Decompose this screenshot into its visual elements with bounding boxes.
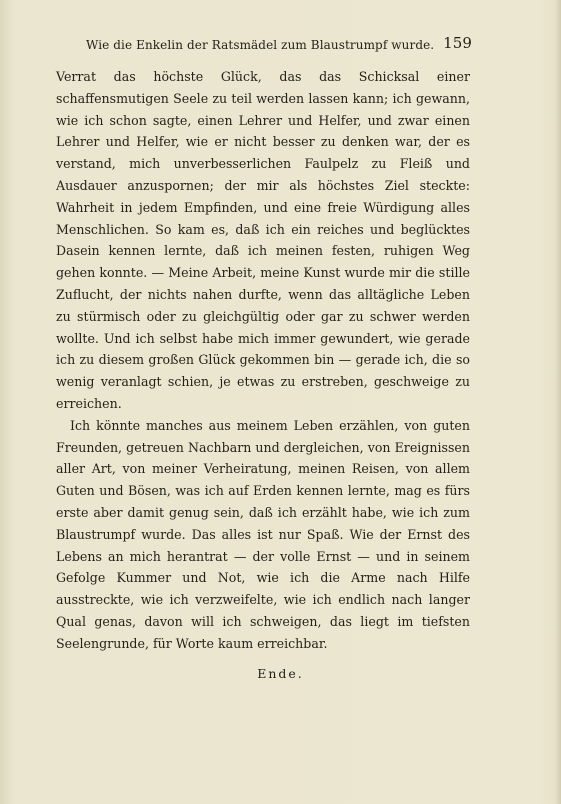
paragraph-2: Ich könnte manches aus meinem Leben erzählen, von guten Freunden, getreuen Nachbarn und dergleichen, von Ereignissen aller Art, von meiner Verheiratung, meinen Reisen, von allem Guten und Bösen, was ich auf Erden kennen lernte, mag es fürs erste aber damit genug sein, daß ich erzählt habe, wie ich zum Blaustrumpf wurde. Das alles ist nur Spaß. Wie der Ernst des Lebens an mich herantrat — der volle Ernst — und in seinem Gefolge Kummer und Not, wie ich die Arme nach Hilfe ausstreckte, wie ich verzweifelte, wie ich endlich nach langer Qual genas, davon will ich schweigen, das liegt im tiefsten Seelengrunde, für Worte kaum erreichbar. (56, 417, 470, 651)
page-number: 159 (443, 34, 472, 52)
ende-label: Ende. (257, 666, 304, 681)
page-edge-shadow (555, 0, 561, 804)
running-header (86, 34, 472, 56)
body-text (56, 66, 470, 655)
running-title: Wie die Enkelin der Ratsmädel zum Blaustrumpf wurde. (86, 38, 435, 52)
paragraph-1: Verrat das höchste Glück, das das Schicksal einer schaffensmutigen Seele zu teil werden lassen kann; ich gewann, wie ich schon sagte, einen Lehrer und Helfer, und zwar einen Lehrer und Helfer, wie er nicht besser zu denken war, der es verstand, mich unverbesserlichen Faulpelz zu Fleiß und Ausdauer anzuspornen; der mir als höchstes Ziel steckte: Wahrheit in jedem Empfinden, und eine freie Würdigung alles Menschlichen. So kam es, daß ich ein reiches und beglücktes Dasein kennen lernte, daß ich meinen festen, ruhigen Weg gehen konnte. — Meine Arbeit, meine Kunst wurde mir die stille Zuflucht, der nichts nahen durfte, wenn das alltägliche Leben zu stürmisch oder zu gleichgültig oder gar zu schwer werden wollte. Und ich selbst habe mich immer gewundert, wie gerade ich zu diesem großen Glück gekommen bin — gerade ich, die so wenig veranlagt schien, je etwas zu erstreben, geschweige zu erreichen. (56, 69, 470, 411)
